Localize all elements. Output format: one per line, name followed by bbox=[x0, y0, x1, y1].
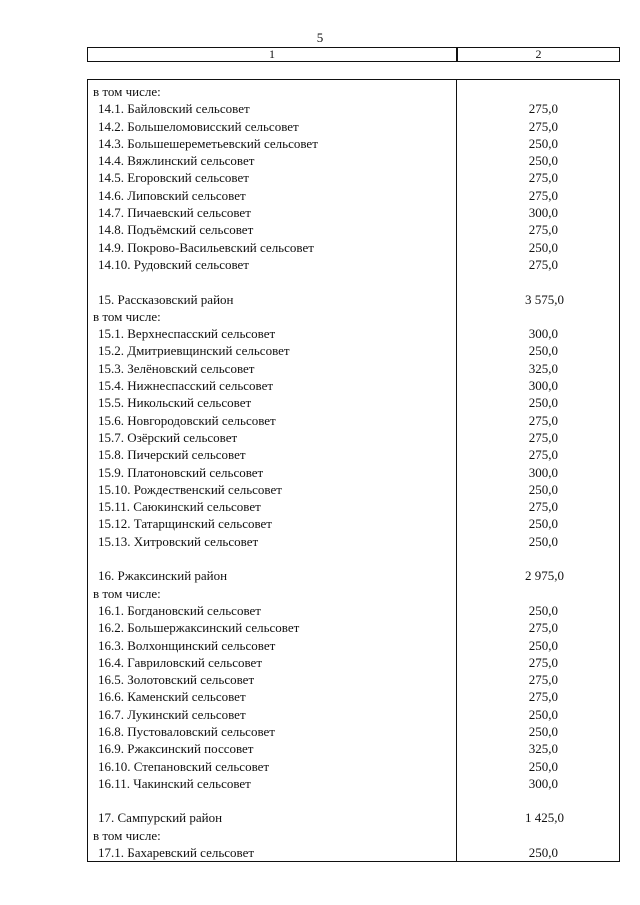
row-name: 14.9. Покрово-Васильевский сельсовет bbox=[98, 239, 314, 255]
table-row bbox=[88, 758, 619, 775]
district-row bbox=[88, 291, 619, 308]
row-value: 275,0 bbox=[528, 447, 558, 463]
row-name: 15.3. Зелёновский сельсовет bbox=[98, 360, 255, 376]
table-row bbox=[88, 239, 619, 256]
table-row bbox=[88, 637, 619, 654]
row-value: 275,0 bbox=[528, 620, 558, 636]
subheading-label: в том числе: bbox=[93, 827, 161, 843]
row-value: 325,0 bbox=[528, 360, 558, 376]
row-value: 275,0 bbox=[528, 256, 558, 272]
row-value: 250,0 bbox=[528, 395, 558, 411]
table-rows bbox=[88, 83, 619, 861]
row-value: 275,0 bbox=[528, 429, 558, 445]
row-name: 16. Ржаксинский район bbox=[98, 568, 228, 584]
row-name: 14.5. Егоровский сельсовет bbox=[98, 170, 249, 186]
row-name: 16.5. Золотовский сельсовет bbox=[98, 672, 255, 688]
row-name: 17.1. Бахаревский сельсовет bbox=[98, 845, 255, 861]
table-row bbox=[88, 844, 619, 861]
table-row bbox=[88, 152, 619, 169]
row-value: 275,0 bbox=[528, 499, 558, 515]
row-name: 16.2. Большержаксинский сельсовет bbox=[98, 620, 300, 636]
row-name: 14.7. Пичаевский сельсовет bbox=[98, 205, 251, 221]
row-value: 275,0 bbox=[528, 101, 558, 117]
table-row bbox=[88, 619, 619, 636]
row-value: 275,0 bbox=[528, 187, 558, 203]
row-value: 250,0 bbox=[528, 723, 558, 739]
table-row bbox=[88, 325, 619, 342]
district-row bbox=[88, 809, 619, 826]
row-name: 15.7. Озёрский сельсовет bbox=[98, 429, 238, 445]
row-value: 250,0 bbox=[528, 533, 558, 549]
table-row bbox=[88, 602, 619, 619]
row-value: 250,0 bbox=[528, 845, 558, 861]
table-row bbox=[88, 446, 619, 463]
subheading-label: в том числе: bbox=[93, 585, 161, 601]
table-row bbox=[88, 429, 619, 446]
table-row bbox=[88, 740, 619, 757]
table-row bbox=[88, 481, 619, 498]
table-row bbox=[88, 515, 619, 532]
table-row bbox=[88, 118, 619, 135]
row-value: 300,0 bbox=[528, 326, 558, 342]
row-name: 16.1. Богдановский сельсовет bbox=[98, 602, 261, 618]
row-name: 15.2. Дмитриевщинский сельсовет bbox=[98, 343, 290, 359]
table-row bbox=[88, 723, 619, 740]
spacer-row bbox=[88, 273, 619, 290]
row-name: 14.3. Большешереметьевский сельсовет bbox=[98, 135, 318, 151]
row-value: 250,0 bbox=[528, 706, 558, 722]
table-row bbox=[88, 412, 619, 429]
row-name: 14.4. Вяжлинский сельсовет bbox=[98, 153, 255, 169]
row-value: 250,0 bbox=[528, 637, 558, 653]
table-row bbox=[88, 671, 619, 688]
header-col-2: 2 bbox=[535, 47, 542, 61]
table-row bbox=[88, 775, 619, 792]
table-row bbox=[88, 394, 619, 411]
row-name: 15.10. Рождественский сельсовет bbox=[98, 481, 282, 497]
row-name: 16.8. Пустоваловский сельсовет bbox=[98, 723, 275, 739]
row-value: 250,0 bbox=[528, 758, 558, 774]
row-name: 16.6. Каменский сельсовет bbox=[98, 689, 246, 705]
row-name: 14.8. Подъёмский сельсовет bbox=[98, 222, 254, 238]
table-row bbox=[88, 498, 619, 515]
row-value: 250,0 bbox=[528, 135, 558, 151]
row-name: 14.6. Липовский сельсовет bbox=[98, 187, 246, 203]
table-row bbox=[88, 688, 619, 705]
table-row bbox=[88, 204, 619, 221]
table-row bbox=[88, 342, 619, 359]
table-row bbox=[88, 187, 619, 204]
row-value: 325,0 bbox=[528, 741, 558, 757]
table-row bbox=[88, 464, 619, 481]
data-table bbox=[87, 79, 620, 862]
subheading-label: в том числе: bbox=[93, 308, 161, 324]
table-row bbox=[88, 706, 619, 723]
row-value: 2 975,0 bbox=[525, 568, 564, 584]
header-col-1: 1 bbox=[88, 48, 458, 61]
row-name: 15.9. Платоновский сельсовет bbox=[98, 464, 264, 480]
spacer-row bbox=[88, 792, 619, 809]
subheading-label: в том числе: bbox=[93, 84, 161, 99]
table-row bbox=[88, 100, 619, 117]
table-row bbox=[88, 827, 619, 844]
table-row bbox=[88, 533, 619, 550]
row-name: 15.8. Пичерский сельсовет bbox=[98, 447, 246, 463]
row-value: 250,0 bbox=[528, 602, 558, 618]
row-name: 15.13. Хитровский сельсовет bbox=[98, 533, 259, 549]
row-name: 15.4. Нижнеспасский сельсовет bbox=[98, 378, 274, 394]
row-name: 15.6. Новгородовский сельсовет bbox=[98, 412, 276, 428]
district-row bbox=[88, 567, 619, 584]
row-value: 250,0 bbox=[528, 516, 558, 532]
row-name: 16.9. Ржаксинский поссовет bbox=[98, 741, 254, 757]
table-row bbox=[88, 256, 619, 273]
row-name: 16.4. Гавриловский сельсовет bbox=[98, 654, 263, 670]
row-name: 15.11. Саюкинский сельсовет bbox=[98, 499, 261, 515]
row-name: 14.1. Байловский сельсовет bbox=[98, 101, 250, 117]
row-value: 250,0 bbox=[528, 343, 558, 359]
row-value: 300,0 bbox=[528, 464, 558, 480]
row-name: 15. Рассказовский район bbox=[98, 291, 234, 307]
row-value: 300,0 bbox=[528, 775, 558, 791]
row-name: 16.10. Степановский сельсовет bbox=[98, 758, 270, 774]
row-value: 300,0 bbox=[528, 378, 558, 394]
row-name: 17. Сампурский район bbox=[98, 810, 223, 826]
page-number: 5 bbox=[316, 30, 324, 45]
row-name: 16.7. Лукинский сельсовет bbox=[98, 706, 246, 722]
row-name: 15.12. Татарщинский сельсовет bbox=[98, 516, 272, 532]
table-header bbox=[87, 47, 620, 62]
table-row bbox=[88, 308, 619, 325]
row-name: 14.10. Рудовский сельсовет bbox=[98, 256, 249, 272]
row-value: 250,0 bbox=[528, 153, 558, 169]
table-row bbox=[88, 377, 619, 394]
table-row bbox=[88, 221, 619, 238]
row-value: 250,0 bbox=[528, 481, 558, 497]
row-value: 275,0 bbox=[528, 118, 558, 134]
spacer-row bbox=[88, 550, 619, 567]
row-name: 14.2. Большеломовисский сельсовет bbox=[98, 118, 299, 134]
table-row bbox=[88, 360, 619, 377]
table-row bbox=[88, 654, 619, 671]
table-row bbox=[88, 135, 619, 152]
row-value: 250,0 bbox=[528, 239, 558, 255]
row-name: 15.1. Верхнеспасский сельсовет bbox=[98, 326, 276, 342]
row-value: 275,0 bbox=[528, 412, 558, 428]
row-value: 275,0 bbox=[528, 672, 558, 688]
table-row bbox=[88, 585, 619, 602]
row-value: 1 425,0 bbox=[525, 810, 564, 826]
row-name: 16.11. Чакинский сельсовет bbox=[98, 775, 251, 791]
row-name: 16.3. Волхонщинский сельсовет bbox=[98, 637, 276, 653]
row-name: 15.5. Никольский сельсовет bbox=[98, 395, 252, 411]
row-value: 275,0 bbox=[528, 170, 558, 186]
table-row bbox=[88, 169, 619, 186]
row-value: 275,0 bbox=[528, 654, 558, 670]
row-value: 275,0 bbox=[528, 222, 558, 238]
row-value: 3 575,0 bbox=[525, 291, 564, 307]
row-value: 300,0 bbox=[528, 205, 558, 221]
table-row bbox=[88, 83, 619, 100]
row-value: 275,0 bbox=[528, 689, 558, 705]
